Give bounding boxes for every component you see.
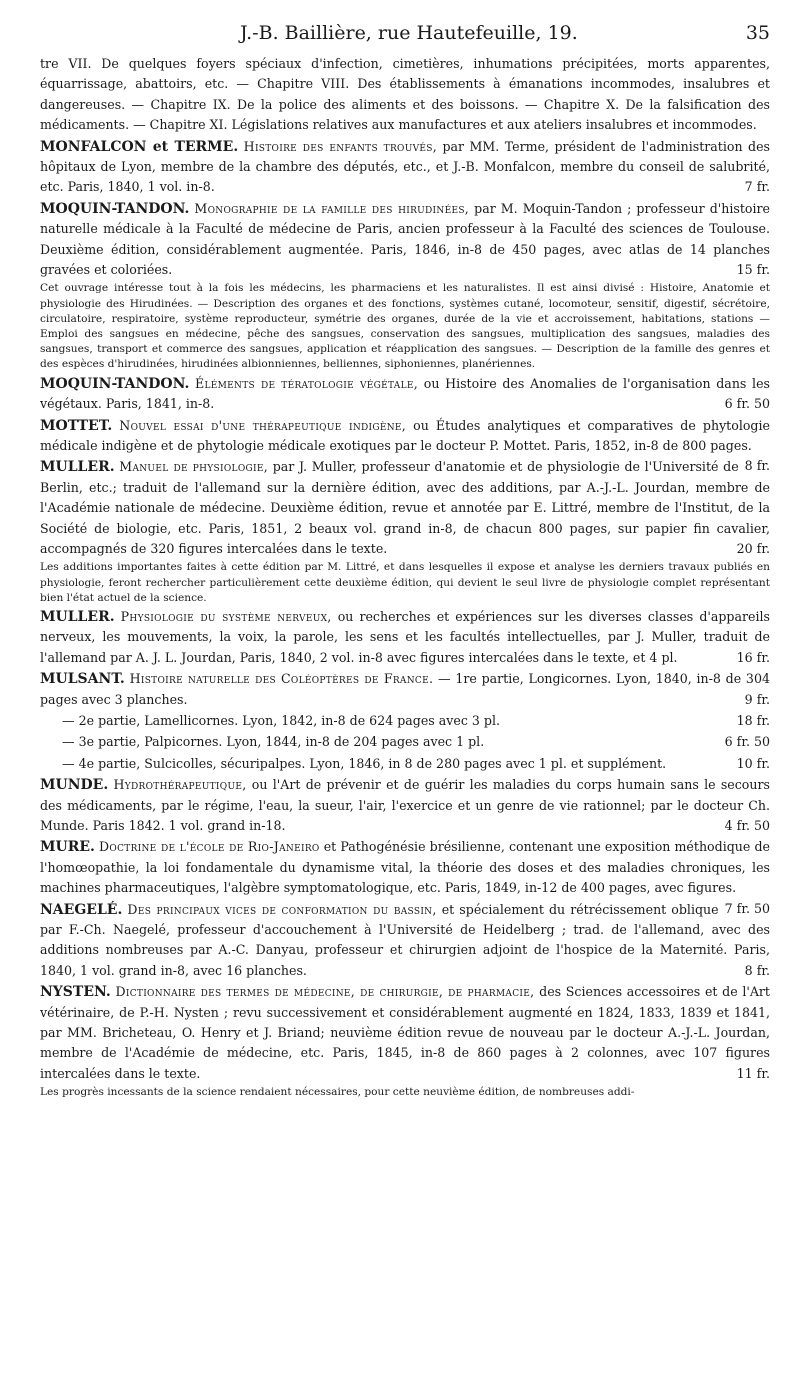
entry-author: MULLER.	[40, 608, 115, 625]
catalogue-entries	[40, 54, 770, 1101]
entry-author: MURE.	[40, 839, 95, 856]
entry-price: 7 fr.	[744, 179, 770, 195]
entry-mulsant-part	[40, 754, 770, 774]
entry-text: ou Études analytiques et comparatives de phytologie médicale indigène et de phytologie médicale exotiques par le docteur P. Mottet. Paris, 1852, in-8 de 800 pages.	[40, 417, 770, 453]
entry-price: 11 fr.	[736, 1065, 770, 1081]
entry-author: MUNDE.	[40, 777, 109, 794]
entry-price: 6 fr. 50	[724, 396, 770, 412]
entry-muller-manuel	[40, 457, 770, 559]
entry-title: Doctrine de l'école de Rio-Janeiro	[99, 839, 320, 855]
entry-price: 4 fr. 50	[724, 818, 770, 834]
entry-title: Physiologie du système nerveux,	[120, 608, 332, 624]
entry-continuation	[40, 54, 770, 136]
entry-muller-systeme-nerveux	[40, 607, 770, 668]
entry-price: 9 fr.	[744, 691, 770, 707]
entry-author: NAEGELÉ.	[40, 901, 123, 918]
entry-price: 8 fr.	[744, 458, 770, 474]
entry-price: 8 fr.	[744, 962, 770, 978]
entry-note: Les progrès incessants de la science rendaient nécessaires, pour cette neuvième édition, de nombreuses addi-	[40, 1086, 635, 1099]
entry-title: Monographie de la famille des hirudinées,	[194, 200, 470, 216]
entry-text: — 1re partie, Longicornes. Lyon, 1840, in-8 de 304 pages avec 3 planches.	[40, 671, 770, 707]
entry-text: ou Histoire des Anomalies de l'organisation dans les végétaux. Paris, 1841, in-8.	[40, 375, 770, 412]
entry-author: MULSANT.	[40, 671, 125, 688]
page-number: 35	[745, 22, 770, 44]
entry-nysten	[40, 982, 770, 1084]
entry-text: — 3e partie, Palpicornes. Lyon, 1844, in-8 de 204 pages avec 1 pl.	[62, 734, 485, 750]
entry-text: ou l'Art de prévenir et de guérir les maladies du corps humain sans le secours des médicaments, par le régime, l'eau, la sueur, l'air, l'exercice et un genre de vie rationnel; par le docteur Ch. Munde. Paris 1842. 1 vol. grand in-18.	[40, 777, 770, 834]
entry-price: 15 fr.	[736, 262, 770, 278]
entry-text: — 2e partie, Lamellicornes. Lyon, 1842, in-8 de 624 pages avec 3 pl.	[62, 712, 501, 728]
entry-text: tre VII. De quelques foyers spéciaux d'infection, cimetières, inhumations précipitées, morts apparentes, équarrissage, abattoirs, etc. — Chapitre VIII. Des établissements à émanations incommodes, insalubres et dangereuses. — Chapitre IX. De la police des aliments et des boissons. — Chapitre X. De la falsification des médicaments. — Chapitre XI. Législations relatives aux manufactures et aux ateliers insalubres et incommodes.	[40, 56, 770, 133]
entry-title: Dictionnaire des termes de médecine, de chirurgie, de pharmacie,	[115, 984, 535, 1000]
entry-price: 7 fr. 50	[724, 900, 770, 916]
entry-title: Histoire naturelle des Coléoptères de France.	[129, 671, 434, 687]
entry-title: Des principaux vices de conformation du bassin,	[127, 901, 437, 917]
entry-mulsant	[40, 669, 770, 710]
entry-moquin-tandon-hirudinees	[40, 199, 770, 281]
entry-text: et spécialement du rétrécissement oblique par F.-Ch. Naegelé, professeur d'accouchement à l'Université de Heidelberg ; trad. de l'allemand, avec des additions nombreuses par A.-C. Danyau, professeur et chirurgien adjoint de l'hospice de la Maternité. Paris, 1840, 1 vol. grand in-8, avec 16 planches.	[40, 901, 770, 978]
entry-text: ou recherches et expériences sur les diverses classes d'appareils nerveux, les mouvements, la voix, la parole, les sens et les facultés intellectuelles, par J. Muller, traduit de l'allemand par A. J. L. Jourdan, Paris, 1840, 2 vol. in-8 avec figures intercalées dans le texte, et 4 pl.	[40, 608, 770, 665]
running-head-text: J.-B. Baillière, rue Hautefeuille, 19.	[240, 22, 578, 44]
entry-title: Manuel de physiologie,	[119, 459, 269, 475]
entry-author: MOQUIN-TANDON.	[40, 200, 190, 217]
entry-title: Histoire des enfants trouvés,	[243, 138, 438, 154]
entry-text: par J. Muller, professeur d'anatomie et de physiologie de l'Université de Berlin, etc.; traduit de l'allemand sur la dernière édition, avec des additions, par A.-J.-L. Jourdan, membre de l'Académie nationale de médecine. Deuxième édition, revue et annotée par E. Littré, membre de l'Institut, de la Société de biologie, etc. Paris, 1851, 2 beaux vol. grand in-8, de chacun 800 pages, sur papier fin cavalier, accompagnés de 320 figures intercalées dans le texte.	[40, 459, 770, 556]
entry-note: Les additions importantes faites à cette édition par M. Littré, et dans lesquelles il expose et analyse les derniers travaux publiés en physiologie, feront rechercher particulièrement cette deuxième édition, qui devient le seul livre de physiologie complet représentant bien l'état actuel de la science.	[40, 561, 770, 604]
entry-text: par M. Moquin-Tandon ; professeur d'histoire naturelle médicale à la Faculté de médecine de Paris, ancien professeur à la Faculté des sciences de Toulouse. Deuxième édition, considérablement augmentée. Paris, 1846, in-8 de 450 pages, avec atlas de 14 planches gravées et coloriées.	[40, 200, 770, 278]
entry-moquin-tandon-teratologie	[40, 374, 770, 415]
entry-mulsant-part	[40, 732, 770, 752]
entry-munde	[40, 775, 770, 836]
entry-price: 10 fr.	[736, 755, 770, 771]
entry-author: MOTTET.	[40, 417, 113, 434]
entry-naegele	[40, 900, 770, 982]
entry-price: 16 fr.	[736, 649, 770, 665]
entry-text: — 4e partie, Sulcicolles, sécuripalpes. Lyon, 1846, in 8 de 280 pages avec 1 pl. et supplément.	[62, 755, 667, 771]
running-head	[40, 14, 770, 54]
entry-monfalcon-terme	[40, 137, 770, 198]
entry-author: NYSTEN.	[40, 984, 111, 1001]
entry-title: Hydrothérapeutique,	[113, 777, 247, 793]
entry-title: Nouvel essai d'une thérapeutique indigène,	[119, 417, 407, 433]
entry-price: 18 fr.	[736, 712, 770, 728]
entry-text: et Pathogénésie brésilienne, contenant une exposition méthodique de l'homœopathie, la loi fondamentale du dynamisme vital, la théorie des doses et des maladies chroniques, les machines pharmaceutiques, l'algèbre symptomatologique, etc. Paris, 1849, in-12 de 400 pages, avec figures.	[40, 839, 770, 896]
entry-author: MONFALCON et TERME.	[40, 138, 239, 155]
entry-text: des Sciences accessoires et de l'Art vétérinaire, de P.-H. Nysten ; revu successivement et considérablement augmenté en 1824, 1833, 1839 et 1841, par MM. Bricheteau, O. Henry et J. Briand; neuvième édition revue de nouveau par le docteur A.-J.-L. Jourdan, membre de l'Académie de médecine, etc. Paris, 1845, in-8 de 860 pages à 2 colonnes, avec 107 figures intercalées dans le texte.	[40, 984, 770, 1081]
entry-title: Éléments de tératologie végétale,	[195, 375, 419, 391]
entry-note: Cet ouvrage intéresse tout à la fois les médecins, les pharmaciens et les naturalistes. Il est ainsi divisé : Histoire, Anatomie et physiologie des Hirudinées. — Description des organes et des fonctions, systèmes cutané, locomoteur, sensitif, digestif, sécrétoire, circulatoire, respiratoire, système reproducteur, symétrie des organes, durée de la vie et accroissement, habitations, stations — Emploi des sangsues en médecine, pêche des sangsues, conservation des sangsues, multiplication des sangsues, maladies des sangsues, transport et commerce des sangsues, application et réapplication des sangsues. — Description de la famille des genres et des espèces d'hirudinées, hirudinées albionniennes, belliennes, siphoniennes, planériennes.	[40, 282, 770, 371]
entry-text: par MM. Terme, président de l'administration des hôpitaux de Lyon, membre de la chambre des députés, etc., et J.-B. Monfalcon, membre du conseil de salubrité, etc. Paris, 1840, 1 vol. in-8.	[40, 138, 770, 195]
entry-price: 6 fr. 50	[724, 734, 770, 750]
entry-mulsant-part	[40, 711, 770, 731]
entry-author: MULLER.	[40, 459, 115, 476]
entry-author: MOQUIN-TANDON.	[40, 375, 190, 392]
entry-price: 20 fr.	[736, 540, 770, 556]
